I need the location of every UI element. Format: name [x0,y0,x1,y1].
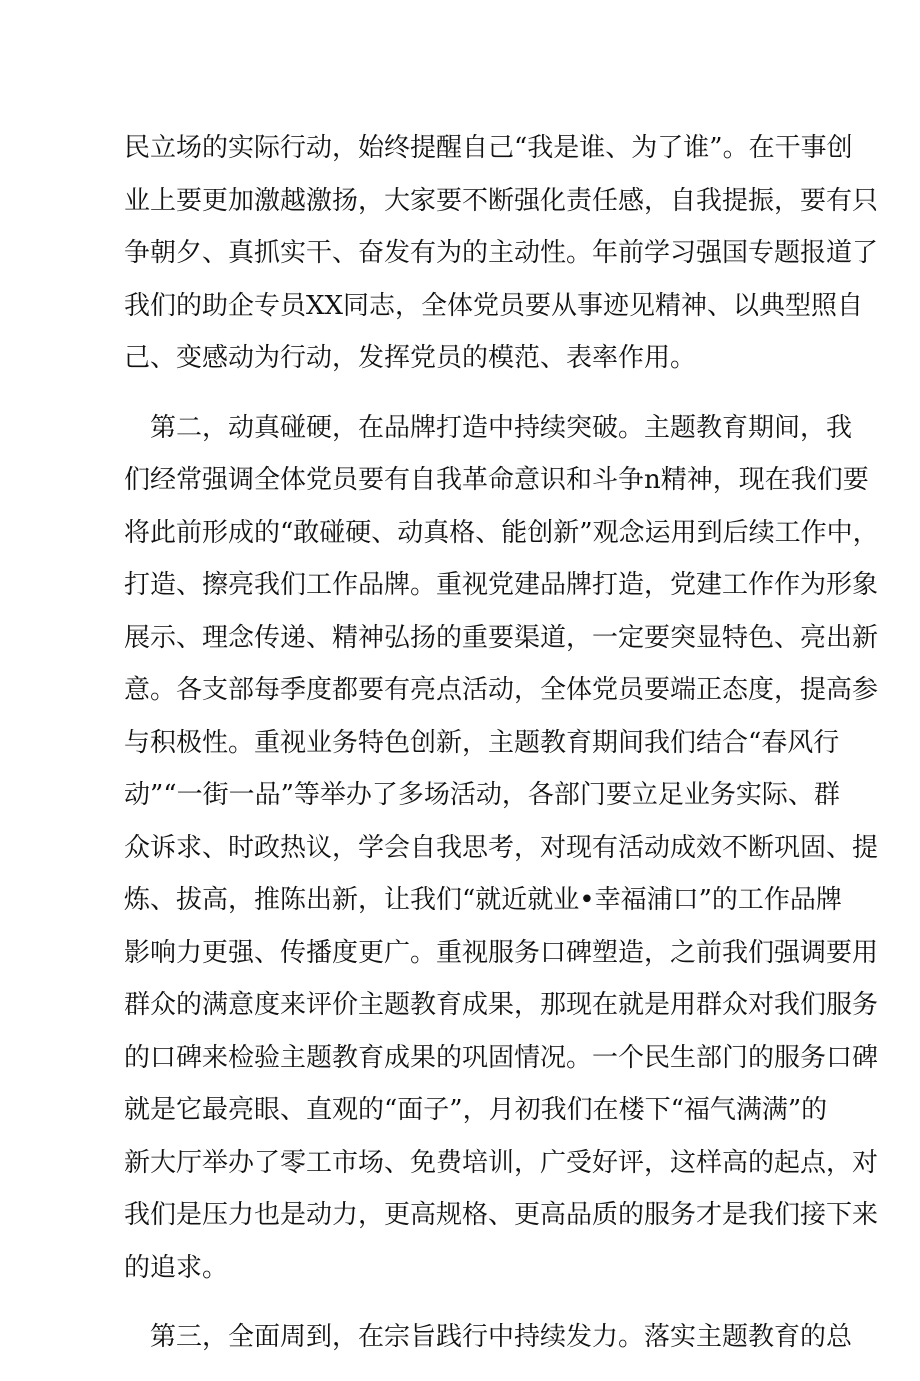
text-line: 意。各支部每季度都要有亮点活动，全体党员要端正态度，提高参 [124,675,879,705]
text-line: 新大厅举办了零工市场、免费培训，广受好评，这样高的起点，对 [124,1147,879,1178]
text-line: 与积极性。重视业务特色创新，主题教育期间我们结合“春风行 [124,727,840,758]
text-line: 们经常强调全体党员要有自我革命意识和斗争n精神，现在我们要 [124,465,869,495]
document-page [124,122,879,1381]
paragraph-3 [124,1311,853,1364]
text-line: 将此前形成的“敢碰硬、动真格、能创新”观念运用到后续工作中， [124,517,879,548]
text-line: 展示、理念传递、精神弘扬的重要渠道，一定要突显特色、亮出新 [124,622,879,653]
text-line: 动”“一街一品”等举办了多场活动，各部门要立足业务实际、群 [124,780,840,810]
text-line: 民立场的实际行动，始终提醒自己“我是谁、为了谁”。在干事创 [124,133,853,163]
text-line: 我们是压力也是动力，更高规格、更高品质的服务才是我们接下来 [124,1200,879,1230]
text-line: 众诉求、时政热议，学会自我思考，对现有活动成效不断巩固、提 [124,832,879,863]
paragraph-2 [124,402,879,1295]
text-line: 的追求。 [124,1252,229,1283]
text-line: 争朝夕、真抓实干、奋发有为的主动性。年前学习强国专题报道了 [124,238,879,268]
text-line: 我们的助企专员XX同志，全体党员要从事迹见精神、以典型照自 [124,290,864,321]
text-line: 的口碑来检验主题教育成果的巩固情况。一个民生部门的服务口碑 [124,1042,879,1073]
text-line: 炼、拔高，推陈出新，让我们“就近就业•幸福浦口”的工作品牌 [124,885,842,915]
text-line: 就是它最亮眼、直观的“面子”，月初我们在楼下“福气满满”的 [124,1095,828,1125]
text-line: 第二，动真碰硬，在品牌打造中持续突破。主题教育期间，我 [150,412,853,443]
text-line: 第三，全面周到，在宗旨践行中持续发力。落实主题教育的总 [150,1322,853,1352]
text-line: 群众的满意度来评价主题教育成果，那现在就是用群众对我们服务 [124,990,879,1020]
text-line: 己、变感动为行动，发挥党员的模范、表率作用。 [124,343,697,373]
paragraph-1 [124,122,879,385]
text-line: 影响力更强、传播度更广。重视服务口碑塑造，之前我们强调要用 [124,937,879,968]
text-line: 业上要更加激越激扬，大家要不断强化责任感，自我提振，要有只 [124,185,879,216]
text-line: 打造、擦亮我们工作品牌。重视党建品牌打造，党建工作作为形象 [124,570,879,600]
